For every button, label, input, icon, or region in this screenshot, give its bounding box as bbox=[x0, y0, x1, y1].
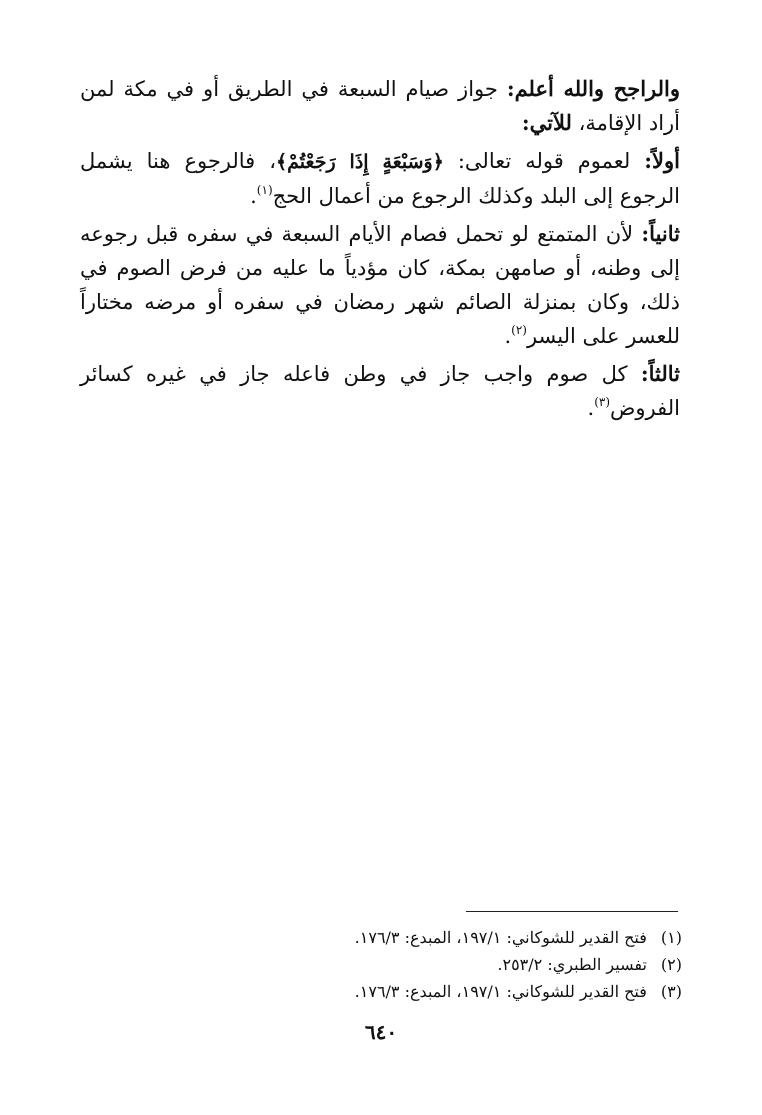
footnote-item bbox=[82, 924, 682, 951]
paragraph-lead: ثالثاً: bbox=[640, 361, 680, 386]
footnote-text: تفسير الطبري: ٢٥٣/٢. bbox=[497, 955, 647, 974]
footnote-number: (١) bbox=[660, 928, 682, 947]
paragraph-lead: ثانياً: bbox=[641, 221, 680, 246]
paragraph-lead: أولاً: bbox=[644, 148, 680, 173]
paragraph-end: . bbox=[504, 324, 512, 348]
footnote-item bbox=[82, 951, 682, 978]
paragraph-text: كل صوم واجب جاز في وطن فاعله جاز في غيره كسائر الفروض bbox=[80, 362, 680, 420]
paragraph-third-reason bbox=[80, 357, 680, 425]
footnotes bbox=[82, 924, 682, 1005]
page-number: ٦٤٠ bbox=[364, 1020, 398, 1044]
footnote-text: فتح القدير للشوكاني: ١٩٧/١، المبدع: ١٧٦/٣. bbox=[354, 928, 647, 947]
paragraph-conclusion bbox=[80, 72, 680, 140]
paragraph-end: . bbox=[587, 396, 595, 420]
footnote-ref[interactable]: (٢) bbox=[511, 323, 527, 337]
paragraph-first-reason bbox=[80, 144, 680, 213]
paragraph-text: لأن المتمتع لو تحمل فصام الأيام السبعة في سفره قبل رجوعه إلى وطنه، أو صامهن بمكة، كان مؤدياً ما عليه من فرض الصوم في ذلك، وكان بمنزلة الصائم شهر رمضان في سفره أو مرضه مختاراً للعسر على اليسر bbox=[80, 222, 680, 348]
quran-verse: ﴿وَسَبْعَةٍ إِذَا رَجَعْتُمْ﴾ bbox=[276, 151, 444, 173]
paragraph-lead: والراجح والله أعلم: bbox=[506, 76, 680, 101]
footnote-number: (٣) bbox=[660, 982, 682, 1001]
paragraph-text: لعموم قوله تعالى: bbox=[443, 149, 645, 173]
paragraph-tail: للآتي: bbox=[521, 110, 572, 135]
paragraph-text: جواز صيام السبعة في الطريق أو في مكة لمن أراد الإقامة، bbox=[80, 77, 680, 135]
footnote-ref[interactable]: (١) bbox=[256, 183, 273, 197]
paragraph-end: . bbox=[250, 184, 257, 208]
footnote-text: فتح القدير للشوكاني: ١٩٧/١، المبدع: ١٧٦/٣. bbox=[354, 982, 647, 1001]
paragraph-text: ، فالرجوع هنا يشمل الرجوع إلى البلد وكذلك الرجوع من أعمال الحج bbox=[80, 149, 680, 208]
footnote-number: (٢) bbox=[660, 955, 682, 974]
main-text bbox=[80, 72, 680, 429]
footnote-separator bbox=[466, 911, 678, 912]
paragraph-second-reason bbox=[80, 217, 680, 353]
footnote-ref[interactable]: (٣) bbox=[594, 395, 611, 409]
footnote-item bbox=[82, 978, 682, 1005]
